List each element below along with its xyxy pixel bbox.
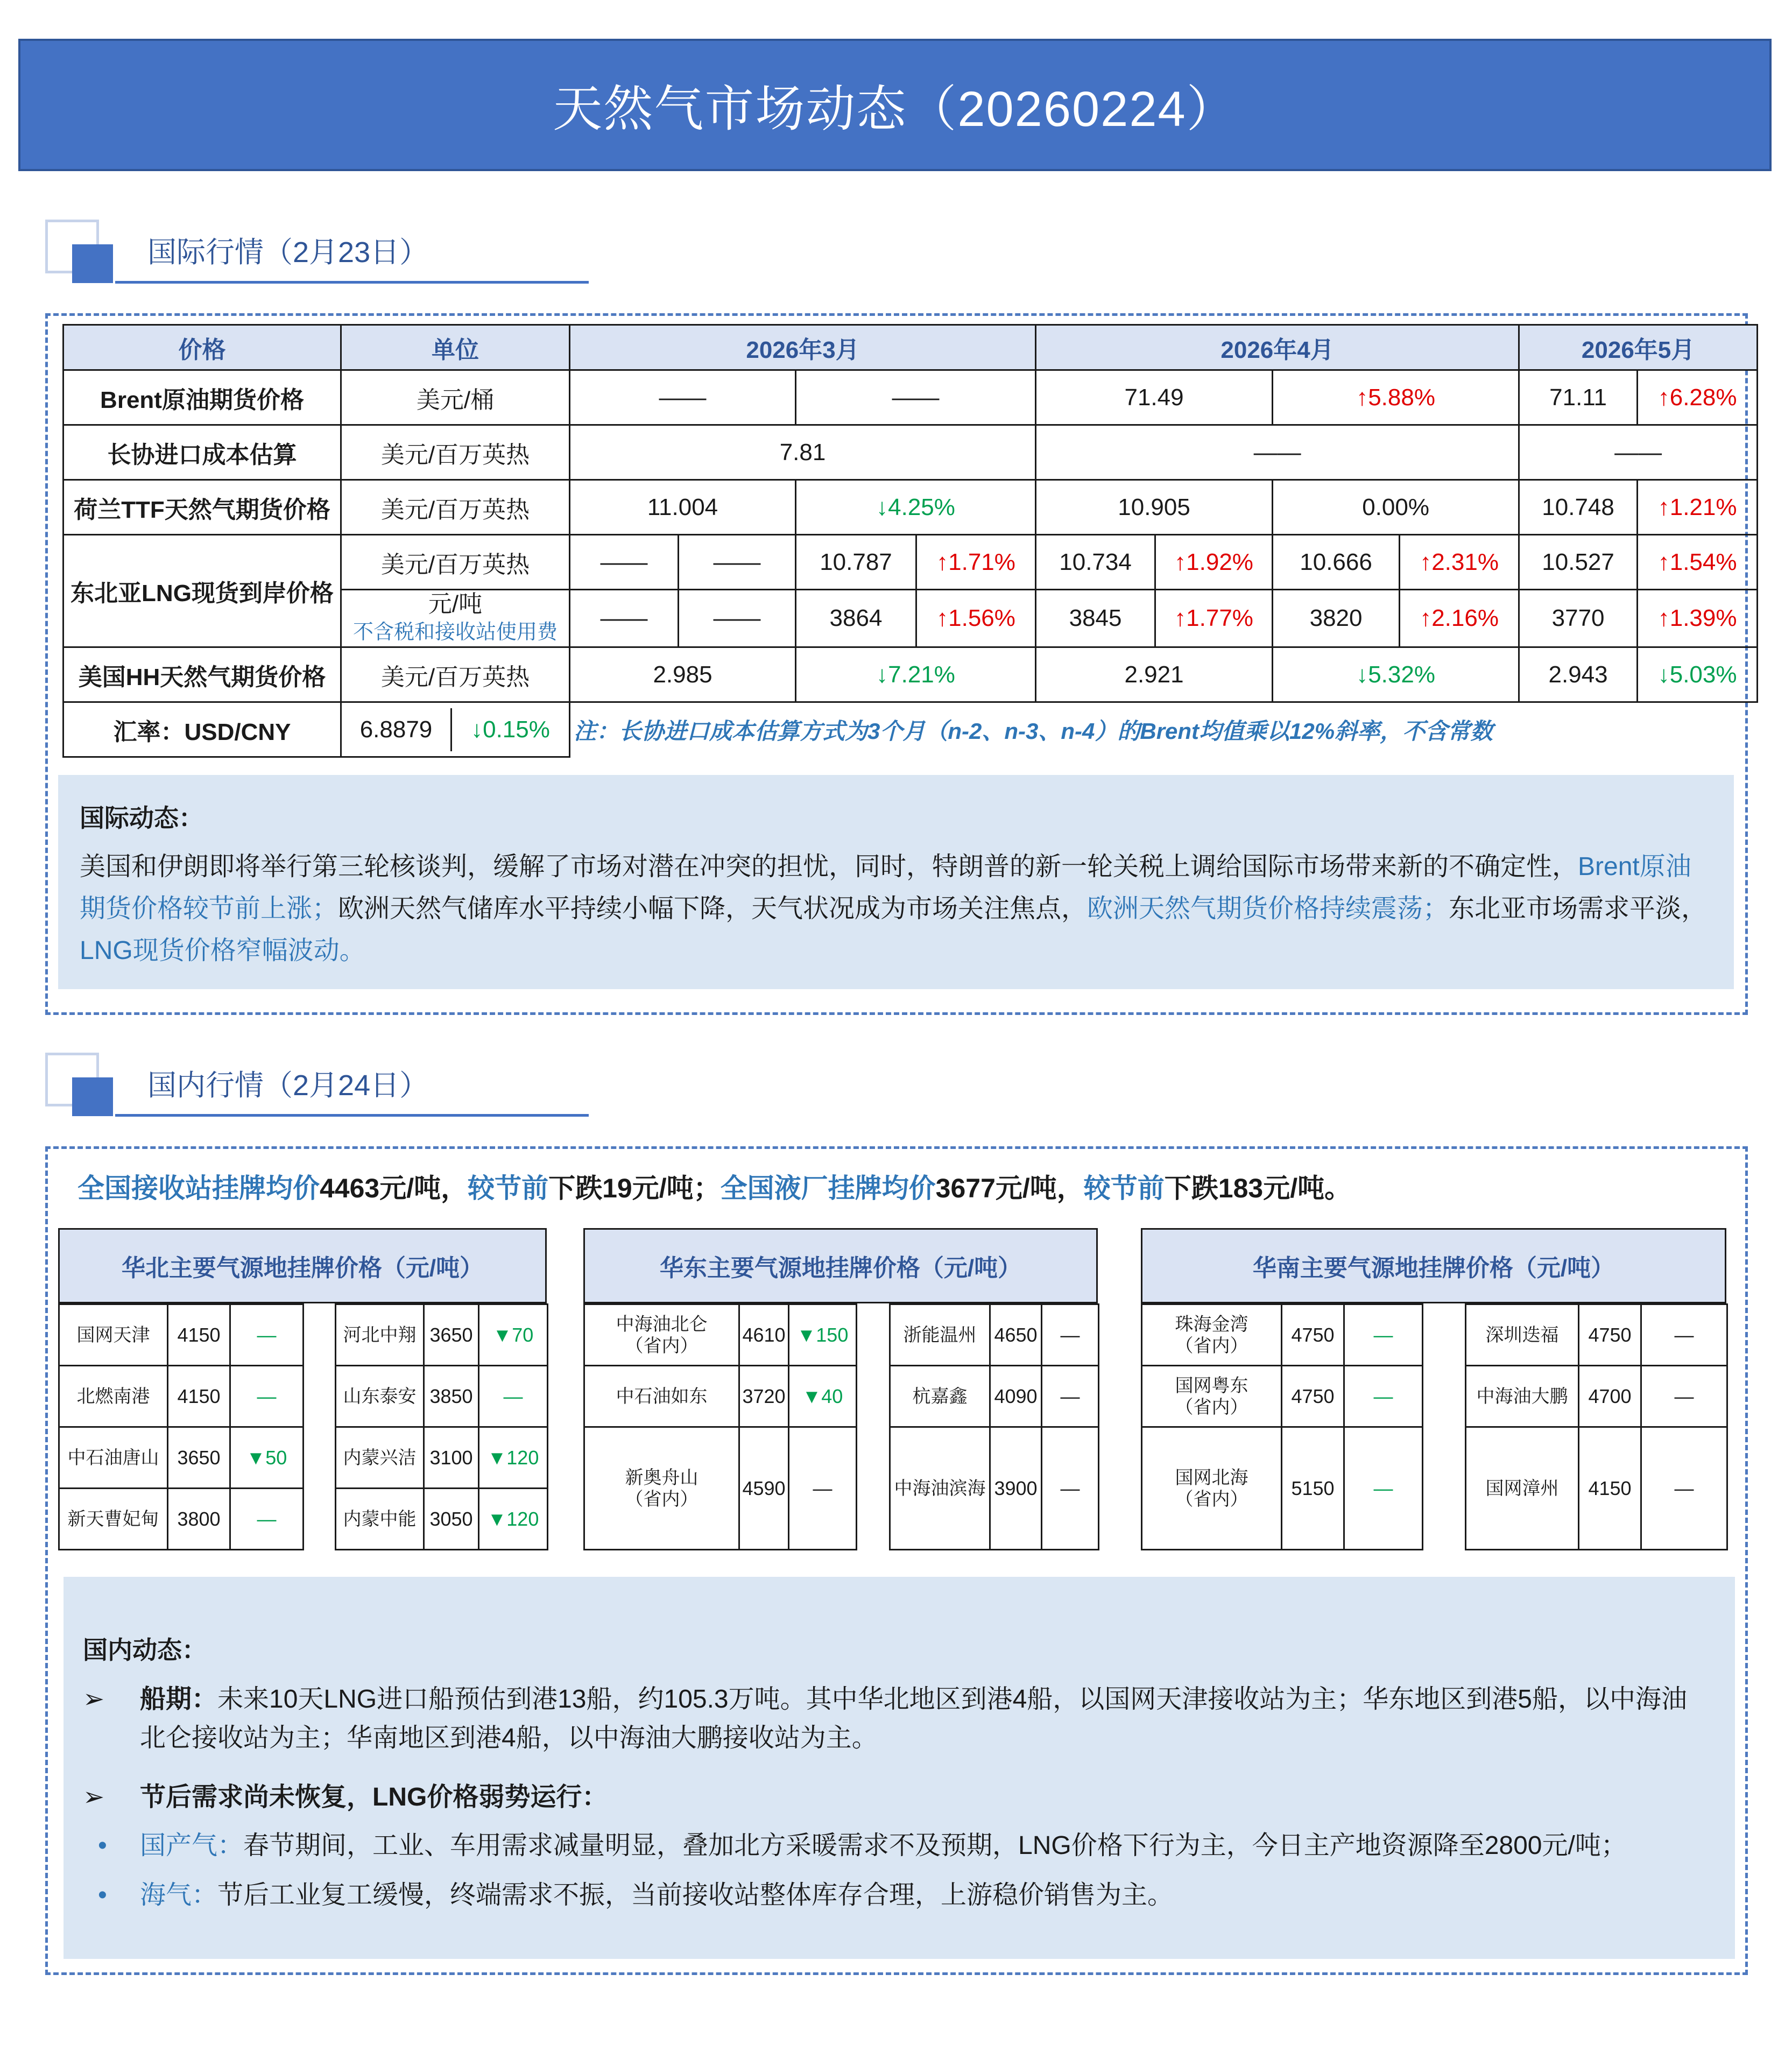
unit-note: 不含税和接收站使用费 (352, 621, 558, 644)
row-label: Brent原油期货价格 (64, 370, 341, 425)
source-name: 深圳迭福 (1466, 1304, 1579, 1366)
row-label: 东北亚LNG现货到岸价格 (64, 535, 341, 647)
change-cell: ↓7.21% (796, 647, 1036, 702)
price-value: 4610 (739, 1304, 789, 1366)
source-name: 中海油滨海 (890, 1427, 990, 1550)
change-cell: ↑1.39% (1638, 590, 1758, 647)
value-cell: 10.666 (1273, 535, 1400, 590)
change-cell: ↑5.88% (1273, 370, 1519, 425)
table-row (59, 1304, 304, 1366)
header-unit: 单位 (341, 325, 570, 370)
price-change: — (1042, 1427, 1099, 1550)
news-text: 美国和伊朗即将举行第三轮核谈判，缓解了市场对潜在冲突的担忧，同时，特朗普的新一轮关税上调给国际市场带来新的不确定性， (80, 852, 1578, 881)
news-item-label: 海气： (140, 1881, 218, 1909)
change-cell: ↓5.32% (1273, 647, 1519, 702)
arrow-bullet-icon: ➢ (83, 1783, 105, 1811)
table-row (1466, 1366, 1727, 1427)
news-text: 东北亚市场需求平淡， (1449, 894, 1708, 923)
source-name: 中石油唐山 (59, 1427, 168, 1489)
table-row (336, 1304, 548, 1366)
table-row-ttf (64, 480, 1758, 535)
price-value: 3900 (990, 1427, 1042, 1550)
region-title: 华北主要气源地挂牌价格（元/吨） (58, 1228, 547, 1303)
news-item-body: 春节期间，工业、车用需求减量明显，叠加北方采暖需求不及预期，LNG价格下行为主，今日主产地资源降至2800元/吨； (243, 1831, 1627, 1860)
section-underline (115, 1114, 589, 1117)
change-cell: 0.00% (1273, 480, 1519, 535)
arrow-bullet-icon: ➢ (83, 1685, 105, 1714)
price-value: 3050 (424, 1489, 479, 1550)
unit-cell: 美元/桶 (341, 370, 570, 425)
news-highlight: Brent原油期货价格较节前上涨； (80, 852, 1691, 923)
table-row (890, 1427, 1099, 1550)
price-value: 4750 (1282, 1304, 1344, 1366)
international-news-panel (58, 775, 1734, 989)
value-cell: 10.787 (796, 535, 916, 590)
region-title: 华南主要气源地挂牌价格（元/吨） (1141, 1228, 1726, 1303)
value-cell: —— (570, 370, 796, 425)
value-cell: 3820 (1273, 590, 1400, 647)
dot-bullet-icon: • (98, 1881, 107, 1909)
price-value: 4150 (168, 1366, 230, 1427)
source-name: 内蒙兴洁 (336, 1427, 424, 1489)
value-cell: —— (796, 370, 1036, 425)
news-paragraph (80, 846, 1716, 972)
table-row (1466, 1427, 1727, 1550)
value-cell: —— (570, 590, 679, 647)
summary-label: 全国液厂挂牌均价 (720, 1173, 936, 1203)
fx-change: ↓0.15% (471, 716, 550, 743)
fx-value: 6.8879 (342, 708, 452, 751)
source-name: 中海油北仑 （省内） (584, 1304, 739, 1366)
title-banner (18, 39, 1772, 171)
region-table-left (1141, 1303, 1423, 1550)
section-title: 国内行情（2月24日） (147, 1069, 429, 1102)
value-cell: —— (1036, 425, 1519, 480)
news-text (140, 1876, 1711, 1915)
price-change: — (230, 1489, 304, 1550)
summary-label: 全国接收站挂牌均价 (77, 1173, 320, 1203)
source-name: 国网粤东 （省内） (1142, 1366, 1282, 1427)
source-name: 国网天津 (59, 1304, 168, 1366)
unit-cell (341, 590, 570, 647)
source-name: 新天曹妃甸 (59, 1489, 168, 1550)
news-heading: 国内动态： (83, 1636, 207, 1664)
price-change: — (1042, 1304, 1099, 1366)
source-name: 杭嘉鑫 (890, 1366, 990, 1427)
summary-value: 3677元/吨， (935, 1173, 1084, 1203)
price-change: — (479, 1366, 548, 1427)
table-row (336, 1366, 548, 1427)
value-cell: 11.004 (570, 480, 796, 535)
change-cell: ↑1.71% (916, 535, 1036, 590)
table-row-lng-usd (64, 535, 1758, 590)
value-cell: —— (570, 535, 679, 590)
region-title: 华东主要气源地挂牌价格（元/吨） (583, 1228, 1098, 1303)
change-cell: ↑1.54% (1638, 535, 1758, 590)
price-change: ▼70 (479, 1304, 548, 1366)
news-text: 欧洲天然气储库水平持续小幅下降，天气状况成为市场关注焦点， (338, 894, 1088, 923)
unit-cell: 美元/百万英热 (341, 647, 570, 702)
price-change: — (1641, 1366, 1727, 1427)
table-row-brent (64, 370, 1758, 425)
summary-value: 4463元/吨， (320, 1173, 468, 1203)
header-april: 2026年4月 (1036, 325, 1519, 370)
page-title: 天然气市场动态（20260224） (553, 82, 1237, 137)
unit-text: 元/吨 (428, 591, 483, 617)
news-text (140, 1827, 1711, 1865)
price-value: 4650 (990, 1304, 1042, 1366)
table-row (1142, 1366, 1423, 1427)
table-row (1466, 1304, 1727, 1366)
news-item-label: 国产气： (140, 1831, 244, 1860)
change-cell: ↑1.77% (1155, 590, 1273, 647)
summary-value: 下跌19元/吨； (548, 1173, 721, 1203)
table-row (890, 1366, 1099, 1427)
news-item-body: 节后工业复工缓慢，终端需求不振，当前接收站整体库存合理，上游稳价销售为主。 (217, 1881, 1174, 1909)
domestic-news-panel (64, 1577, 1735, 1959)
value-cell: 71.11 (1519, 370, 1638, 425)
row-label: 荷兰TTF天然气期货价格 (64, 480, 341, 535)
table-row (336, 1489, 548, 1550)
value-cell: 3845 (1036, 590, 1155, 647)
table-header-row (64, 325, 1758, 370)
price-change: ▼150 (789, 1304, 857, 1366)
source-name: 国网北海 （省内） (1142, 1427, 1282, 1550)
price-value: 3720 (739, 1366, 789, 1427)
table-note: 注：长协进口成本估算方式为3个月（n-2、n-3、n-4）的Brent均值乘以12%斜率，不含常数 (574, 718, 1493, 744)
value-cell: 3770 (1519, 590, 1638, 647)
section-underline (115, 281, 589, 284)
price-value: 3650 (168, 1427, 230, 1489)
table-row (584, 1427, 857, 1550)
table-row-cost (64, 425, 1758, 480)
source-name: 国网漳州 (1466, 1427, 1579, 1550)
price-change: — (1344, 1366, 1423, 1427)
value-cell: 7.81 (570, 425, 1036, 480)
source-name: 中海油大鹏 (1466, 1366, 1579, 1427)
change-cell: ↑1.92% (1155, 535, 1273, 590)
table-row (584, 1366, 857, 1427)
price-change: — (1042, 1366, 1099, 1427)
price-change: ▼40 (789, 1366, 857, 1427)
value-cell: —— (679, 590, 796, 647)
region-table-right (335, 1303, 548, 1550)
news-text (140, 1778, 1711, 1817)
price-change: ▼120 (479, 1427, 548, 1489)
price-value: 4150 (168, 1304, 230, 1366)
price-value: 4590 (739, 1427, 789, 1550)
value-cell: 2.985 (570, 647, 796, 702)
news-text (140, 1680, 1711, 1758)
source-name: 中石油如东 (584, 1366, 739, 1427)
price-change: — (1344, 1427, 1423, 1550)
value-cell: 10.734 (1036, 535, 1155, 590)
unit-cell: 美元/百万英热 (341, 425, 570, 480)
price-change: — (1641, 1427, 1727, 1550)
change-cell: ↑1.56% (916, 590, 1036, 647)
fx-cell (341, 702, 570, 757)
price-change: ▼120 (479, 1489, 548, 1550)
price-value: 5150 (1282, 1427, 1344, 1550)
section-title: 国际行情（2月23日） (147, 236, 429, 269)
region-table-right (889, 1303, 1099, 1550)
news-highlight: LNG现货价格窄幅波动。 (80, 936, 365, 965)
value-cell: —— (1519, 425, 1758, 480)
table-row (336, 1427, 548, 1489)
unit-cell: 美元/百万英热 (341, 480, 570, 535)
value-cell: 10.905 (1036, 480, 1273, 535)
price-change: — (789, 1427, 857, 1550)
source-name: 珠海金湾 （省内） (1142, 1304, 1282, 1366)
news-heading: 国际动态： (80, 804, 203, 832)
price-value: 3800 (168, 1489, 230, 1550)
region-table-right (1465, 1303, 1728, 1550)
international-price-table (62, 324, 1758, 758)
section-deco-square-filled (72, 1077, 113, 1116)
source-name: 山东泰安 (336, 1366, 424, 1427)
table-row (584, 1304, 857, 1366)
header-may: 2026年5月 (1519, 325, 1758, 370)
table-row-fx (64, 702, 1758, 757)
value-cell: 3864 (796, 590, 916, 647)
region-table-left (583, 1303, 857, 1550)
price-change: — (1344, 1304, 1423, 1366)
price-value: 3650 (424, 1304, 479, 1366)
price-value: 4090 (990, 1366, 1042, 1427)
change-cell: ↓5.03% (1638, 647, 1758, 702)
value-cell: 10.748 (1519, 480, 1638, 535)
region-table-left (58, 1303, 304, 1550)
price-value: 4750 (1282, 1366, 1344, 1427)
price-value: 4150 (1579, 1427, 1641, 1550)
source-name: 新奥舟山 （省内） (584, 1427, 739, 1550)
dot-bullet-icon: • (98, 1831, 107, 1860)
news-item-label: 节后需求尚未恢复，LNG价格弱势运行： (140, 1783, 608, 1811)
value-cell: 2.921 (1036, 647, 1273, 702)
price-change: — (230, 1366, 304, 1427)
summary-label: 较节前 (468, 1173, 549, 1203)
price-value: 3100 (424, 1427, 479, 1489)
change-cell: ↑6.28% (1638, 370, 1758, 425)
header-march: 2026年3月 (570, 325, 1036, 370)
table-row (1142, 1427, 1423, 1550)
price-value: 4700 (1579, 1366, 1641, 1427)
domestic-summary (77, 1167, 1351, 1205)
change-cell: ↑2.31% (1400, 535, 1519, 590)
table-row (59, 1366, 304, 1427)
news-item-label: 船期： (140, 1685, 218, 1714)
section-deco-square-filled (72, 244, 113, 283)
row-label: 美国HH天然气期货价格 (64, 647, 341, 702)
table-row (1142, 1304, 1423, 1366)
news-highlight: 欧洲天然气期货价格持续震荡； (1087, 894, 1449, 923)
row-label: 汇率：USD/CNY (64, 702, 341, 757)
change-cell: ↑2.16% (1400, 590, 1519, 647)
unit-cell: 美元/百万英热 (341, 535, 570, 590)
price-change: — (230, 1304, 304, 1366)
table-row (59, 1427, 304, 1489)
value-cell: 2.943 (1519, 647, 1638, 702)
source-name: 河北中翔 (336, 1304, 424, 1366)
header-price: 价格 (64, 325, 341, 370)
value-cell: 10.527 (1519, 535, 1638, 590)
price-change: — (1641, 1304, 1727, 1366)
summary-value: 下跌183元/吨。 (1164, 1173, 1352, 1203)
change-cell: ↑1.21% (1638, 480, 1758, 535)
table-row (890, 1304, 1099, 1366)
price-change: ▼50 (230, 1427, 304, 1489)
table-row (59, 1489, 304, 1550)
summary-label: 较节前 (1083, 1173, 1165, 1203)
news-item-body: 未来10天LNG进口船预估到港13船，约105.3万吨。其中华北地区到港4船，以国网天津接收站为主；华东地区到港5船，以中海油北仑接收站为主；华南地区到港4船，以中海油大鹏接收站为主。 (140, 1685, 1688, 1752)
value-cell: 71.49 (1036, 370, 1273, 425)
price-value: 4750 (1579, 1304, 1641, 1366)
table-row-hh (64, 647, 1758, 702)
source-name: 浙能温州 (890, 1304, 990, 1366)
source-name: 北燃南港 (59, 1366, 168, 1427)
source-name: 内蒙中能 (336, 1489, 424, 1550)
value-cell: —— (679, 535, 796, 590)
change-cell: ↓4.25% (796, 480, 1036, 535)
row-label: 长协进口成本估算 (64, 425, 341, 480)
price-value: 3850 (424, 1366, 479, 1427)
